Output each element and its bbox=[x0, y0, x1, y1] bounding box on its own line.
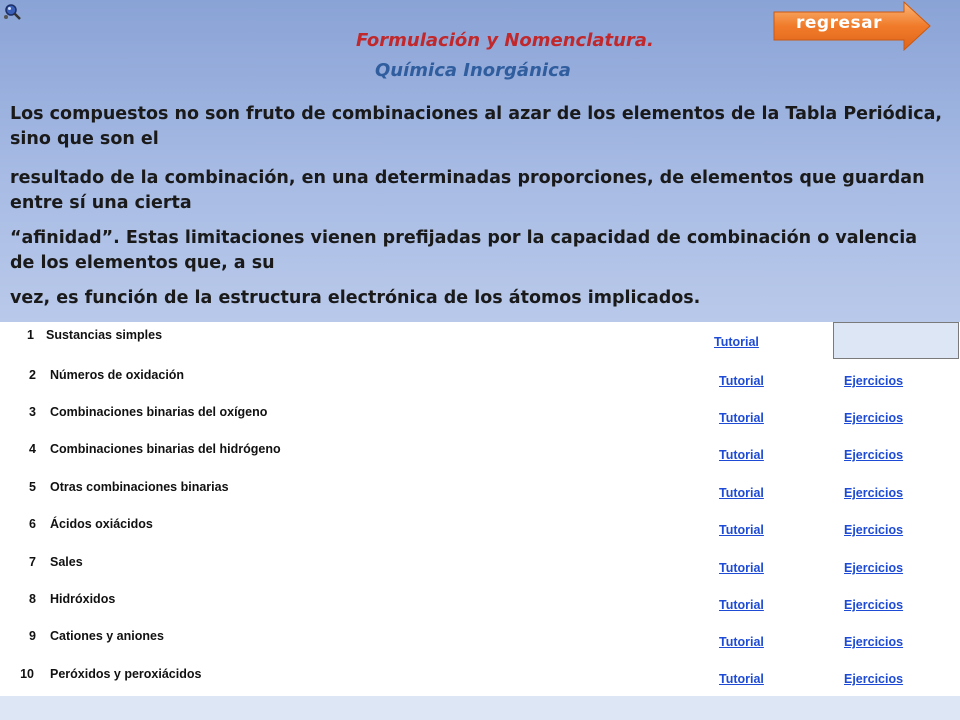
topic-number: 9 bbox=[29, 629, 36, 643]
intro-line-1: Los compuestos no son fruto de combinaciones al azar de los elementos de la Tabla Periódica, sino que son el bbox=[10, 104, 943, 149]
ejercicios-link[interactable]: Ejercicios bbox=[844, 448, 904, 462]
topics-table bbox=[0, 322, 960, 696]
topic-label: Peróxidos y peroxiácidos bbox=[50, 667, 202, 681]
footer-band bbox=[0, 696, 960, 720]
ejercicios-link[interactable]: Ejercicios bbox=[844, 411, 904, 425]
ejercicios-link[interactable]: Ejercicios bbox=[844, 561, 904, 575]
regresar-button[interactable] bbox=[772, 0, 934, 52]
topic-number: 3 bbox=[29, 405, 36, 419]
topic-label: Sales bbox=[50, 555, 83, 569]
regresar-label: regresar bbox=[796, 13, 882, 33]
topic-label: Hidróxidos bbox=[50, 592, 116, 606]
topic-number: 2 bbox=[29, 368, 36, 382]
tutorial-link[interactable]: Tutorial bbox=[719, 486, 764, 500]
intro-line-3: “afinidad”. Estas limitaciones vienen prefijadas por la capacidad de combinación o valencia de los elementos que, a su bbox=[10, 228, 918, 273]
ejercicios-link[interactable]: Ejercicios bbox=[844, 598, 904, 612]
tutorial-link[interactable]: Tutorial bbox=[719, 448, 764, 462]
tutorial-link[interactable]: Tutorial bbox=[719, 672, 764, 686]
intro-line-4: vez, es función de la estructura electrónica de los átomos implicados. bbox=[10, 288, 701, 308]
tutorial-link[interactable]: Tutorial bbox=[719, 411, 764, 425]
tutorial-link[interactable]: Tutorial bbox=[719, 374, 764, 388]
tutorial-link[interactable]: Tutorial bbox=[719, 635, 764, 649]
tutorial-link[interactable]: Tutorial bbox=[719, 561, 764, 575]
tutorial-link[interactable]: Tutorial bbox=[719, 598, 764, 612]
topic-label: Combinaciones binarias del oxígeno bbox=[50, 405, 268, 419]
topic-label: Números de oxidación bbox=[50, 368, 185, 382]
topic-number: 4 bbox=[29, 442, 36, 456]
topic-label: Cationes y aniones bbox=[50, 629, 164, 643]
ejercicios-link[interactable]: Ejercicios bbox=[844, 672, 904, 686]
empty-cell bbox=[833, 322, 959, 359]
page-subtitle: Química Inorgánica bbox=[375, 60, 571, 81]
page-title: Formulación y Nomenclatura. bbox=[356, 30, 654, 51]
topic-number: 5 bbox=[29, 480, 36, 494]
ejercicios-link[interactable]: Ejercicios bbox=[844, 635, 904, 649]
topic-number: 6 bbox=[29, 517, 36, 531]
topic-number: 7 bbox=[29, 555, 36, 569]
topic-number: 1 bbox=[27, 328, 34, 342]
tutorial-link[interactable]: Tutorial bbox=[714, 335, 759, 349]
topic-label: Sustancias simples bbox=[46, 328, 163, 342]
header-banner bbox=[0, 0, 960, 322]
topic-label: Ácidos oxiácidos bbox=[50, 517, 153, 531]
ejercicios-link[interactable]: Ejercicios bbox=[844, 374, 904, 388]
topic-number: 8 bbox=[29, 592, 36, 606]
magnifier-icon bbox=[3, 3, 23, 23]
tutorial-link[interactable]: Tutorial bbox=[719, 523, 764, 537]
topic-number: 10 bbox=[20, 667, 34, 681]
ejercicios-link[interactable]: Ejercicios bbox=[844, 523, 904, 537]
intro-line-2: resultado de la combinación, en una determinadas proporciones, de elementos que guardan entre sí una cierta bbox=[10, 168, 925, 213]
ejercicios-link[interactable]: Ejercicios bbox=[844, 486, 904, 500]
topic-label: Combinaciones binarias del hidrógeno bbox=[50, 442, 281, 456]
topic-label: Otras combinaciones binarias bbox=[50, 480, 229, 494]
